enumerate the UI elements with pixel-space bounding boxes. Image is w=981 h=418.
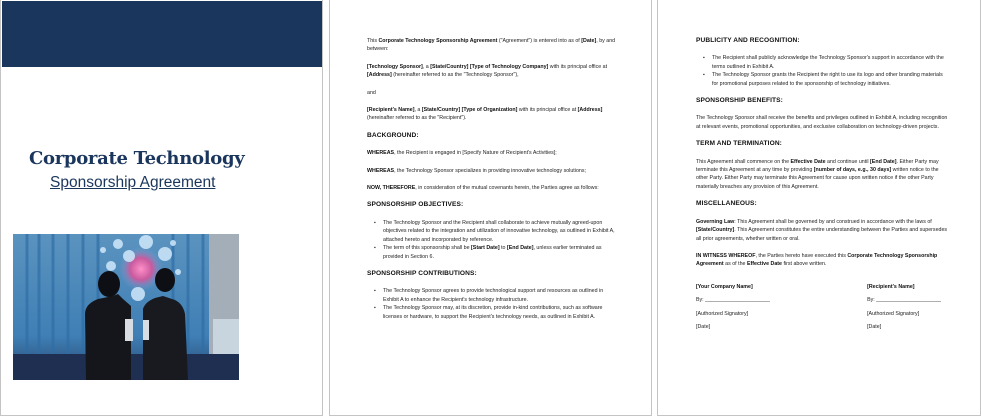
- governing-law: Governing Law: This Agreement shall be governed by and construed in accordance with the laws of [State/Country]. This Agreement constitutes the entire understanding between the Parties and supersedes all prior agreements, whether written or oral.: [696, 218, 948, 242]
- signer-recipient: [Recipient's Name]: [867, 283, 915, 290]
- list-item: ▪ The Technology Sponsor may, at its discretion, provide in-kind contributions, such as software licenses or hardware, to support the Recipient's technology needs, as outlined in Exhibit A.: [383, 304, 617, 321]
- list-item: ▪ The term of this sponsorship shall be [Start Date] to [End Date], unless earlier terminated as provided in Section 6.: [383, 244, 617, 261]
- contributions-heading: SPONSORSHIP CONTRIBUTIONS:: [367, 269, 477, 277]
- page-3-body: [696, 37, 948, 336]
- intro-paragraph: This Corporate Technology Sponsorship Agreement ("Agreement") is entered into as of [Date], by and between:: [367, 38, 616, 53]
- signer-role: [Authorized Signatory]: [696, 310, 749, 317]
- signature-block: [696, 283, 941, 337]
- signature-right: [867, 283, 941, 337]
- cover-banner: [2, 1, 323, 67]
- benefits-text: The Technology Sponsor shall receive the benefits and privileges outlined in Exhibit A, including recognition at relevant events, promotional opportunities, and exclusive collaboration on technology-driven projects.: [696, 115, 948, 130]
- and-text: and: [367, 89, 376, 96]
- page-2-body: [367, 37, 617, 330]
- term-heading: TERM AND TERMINATION:: [696, 140, 782, 148]
- recipient-party: [Recipient's Name], a [State/Country] [Type of Organization] with its principal office at [Address] (hereinafter referred to as the "Recipient").: [367, 107, 603, 122]
- objectives-heading: SPONSORSHIP OBJECTIVES:: [367, 201, 464, 209]
- signer-company: [Your Company Name]: [696, 283, 753, 290]
- signer-date: [Date]: [696, 323, 711, 330]
- now-therefore: NOW, THEREFORE, in consideration of the mutual covenants herein, the Parties agree as follows:: [367, 185, 599, 192]
- signer-role: [Authorized Signatory]: [867, 310, 920, 317]
- signature-line: By: ______________________: [696, 297, 770, 304]
- objectives-list: [367, 219, 617, 261]
- page-2: [329, 0, 652, 416]
- whereas-1: WHEREAS, the Recipient is engaged in [Specify Nature of Recipient's Activities];: [367, 150, 557, 157]
- sponsor-party: [Technology Sponsor], a [State/Country] [Type of Technology Company] with its principal office at [Address] (hereinafter referred to as the "Technology Sponsor"),: [367, 63, 608, 79]
- signature-left: [696, 283, 770, 337]
- list-item: ▪ The Recipient shall publicly acknowledge the Technology Sponsor's support in accordance with the terms outlined in Exhibit A.: [712, 54, 948, 71]
- publicity-heading: PUBLICITY AND RECOGNITION:: [696, 37, 800, 44]
- misc-heading: MISCELLANEOUS:: [696, 200, 757, 208]
- signer-date: [Date]: [867, 323, 882, 330]
- list-item: ▪ The Technology Sponsor and the Recipient shall collaborate to achieve mutually agreed-upon objectives related to the integration and utilization of innovative technology, as outlined in Exhibit A, attached hereto and incorporated by reference.: [383, 219, 617, 244]
- page-cover: [0, 0, 323, 416]
- cover-image: [13, 234, 239, 380]
- signature-line: By: ______________________: [867, 297, 941, 304]
- background-heading: BACKGROUND:: [367, 131, 419, 139]
- publicity-list: [696, 54, 948, 88]
- contributions-list: [367, 287, 617, 321]
- cover-subtitle: Sponsorship Agreement: [50, 174, 216, 191]
- benefits-heading: SPONSORSHIP BENEFITS:: [696, 97, 783, 105]
- whereas-2: WHEREAS, the Technology Sponsor specializes in providing innovative technology solutions;: [367, 167, 586, 174]
- page-3: [657, 0, 981, 416]
- list-item: ▪ The Technology Sponsor agrees to provide technological support and resources as outlined in Exhibit A to enhance the Recipient's technology infrastructure.: [383, 287, 617, 304]
- witness-clause: IN WITNESS WHEREOF, the Parties hereto have executed this Corporate Technology Sponsorship Agreement as of the Effective Date first above written.: [696, 252, 938, 268]
- term-text: This Agreement shall commence on the Effective Date and continue until [End Date]. Either Party may terminate this Agreement at any time by providing [number of days, e.g., 30 days] written notice to the other Party. Either Party may terminate this Agreement for cause upon written notice if the other Party materially breaches any provision of this Agreement.: [696, 158, 939, 190]
- list-item: ▪ The Technology Sponsor grants the Recipient the right to use its logo and other branding materials for promotional purposes related to the sponsorship of technology initiatives.: [712, 71, 948, 88]
- cover-title: Corporate Technology: [29, 148, 245, 169]
